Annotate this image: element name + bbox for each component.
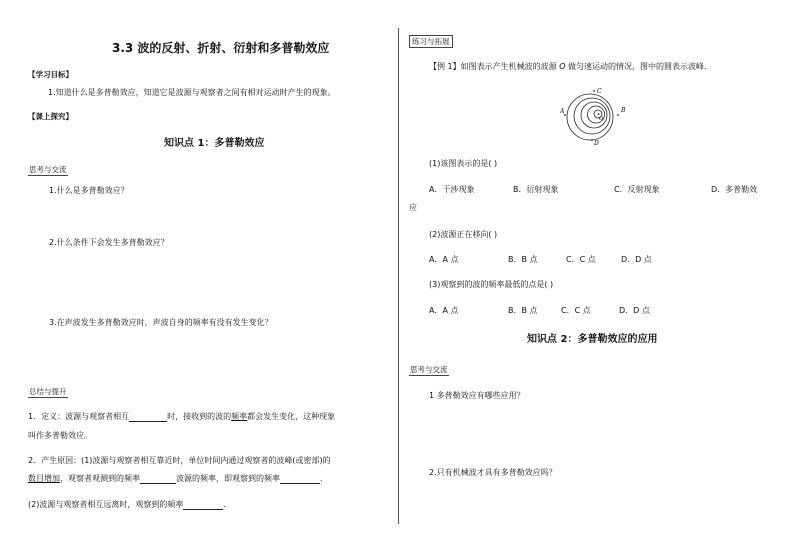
page-title: 3.3 波的反射、折射、衍射和多普勒效应 [112, 41, 330, 55]
part-3-option-a[interactable]: A．A 点 [429, 306, 459, 315]
blank-observed-frequency-1[interactable] [280, 473, 320, 484]
part-1-option-c[interactable]: C．反射现象 [614, 185, 660, 194]
part-2-option-d[interactable]: D．D 点 [621, 255, 652, 264]
part-2-option-a[interactable]: A．A 点 [429, 255, 459, 264]
cause-period-2: . [223, 500, 226, 509]
knowledge-point-2-heading: 知识点 2：多普勒效应的应用 [527, 334, 658, 345]
application-question-2: 2.只有机械波才具有多普勒效应吗？ [429, 468, 557, 477]
definition-text-d: 都会发生变化，这种现象 [247, 412, 336, 421]
part-2-question: (2)波源正在移向( ) [429, 230, 498, 239]
example-1-source-o: O [559, 62, 566, 71]
question-3: 3.在声波发生多普勒效应时，声波自身的频率有没有发生变化？ [49, 318, 273, 327]
part-2-option-c[interactable]: C．C 点 [566, 255, 596, 264]
example-1-text-a: 如图表示产生机械波的波源 [460, 62, 560, 71]
goals-tag: 【学习目标】 [28, 70, 73, 79]
application-question-1: 1 多普勒效应有哪些应用？ [429, 391, 525, 400]
example-1-label: 【例 1】 [429, 62, 461, 71]
question-2: 2.什么条件下会发生多普勒效应？ [49, 238, 169, 247]
wavefront-figure [560, 88, 632, 146]
label-o: O [599, 116, 604, 122]
part-3-option-c[interactable]: C．C 点 [561, 306, 591, 315]
part-2-option-b[interactable]: B．B 点 [508, 255, 538, 264]
cause-increase: 增加 [44, 474, 60, 483]
blank-observed-frequency-2[interactable] [183, 499, 223, 510]
cause-2-text: (2)波源与观察者相互远离时，观察到的频率 [28, 500, 184, 509]
summary-cause-1: 2．产生原因：(1)波源与观察者相互靠近时，单位时间内通过观察者的波峰(或密部)的 [28, 456, 331, 465]
explore-tag: 【课上探究】 [28, 112, 73, 121]
summary-tag: 总结与提升 [29, 387, 67, 396]
label-c: C [597, 88, 602, 95]
question-1: 1.什么是多普勒效应？ [49, 186, 129, 195]
label-d: D [594, 140, 599, 146]
think-exchange-tag-2: 思考与交流 [410, 365, 448, 374]
part-3-option-d[interactable]: D．D 点 [619, 306, 650, 315]
label-b: B [621, 107, 626, 114]
blank-compare-frequency[interactable] [140, 473, 176, 484]
blank-relative-motion[interactable] [129, 411, 167, 422]
cause-count: 数目 [28, 474, 44, 483]
definition-frequency: 频率 [231, 412, 248, 421]
cause-period-1: . [320, 474, 323, 483]
think-exchange-tag: 思考与交流 [29, 165, 67, 174]
part-3-option-b[interactable]: B．B 点 [508, 306, 538, 315]
part-1-option-d-wrap: 应 [409, 203, 417, 212]
cause-text-d: ，观察者观测到的频率 [60, 474, 140, 483]
definition-text-a: 1．定义：波源与观察者相互 [28, 412, 130, 421]
summary-cause-1-cont [28, 473, 323, 484]
definition-text-b: 时，接收到的波的 [167, 412, 232, 421]
part-3-question: (3)观察到的波的频率最低的点是( ) [429, 280, 554, 289]
knowledge-point-1-heading: 知识点 1：多普勒效应 [164, 138, 265, 149]
summary-definition [28, 411, 335, 422]
cause-text-e: 波源的频率，即观察到的频率 [176, 474, 280, 483]
column-divider [398, 28, 399, 524]
goal-1: 1.知道什么是多普勒效应，知道它是波源与观察者之间有相对运动时产生的现象。 [48, 88, 336, 97]
summary-cause-2 [28, 499, 226, 510]
example-1-text-c: 做匀速运动的情况，图中的圆表示波峰. [565, 62, 707, 71]
practice-tag: 练习与拓展 [409, 35, 453, 48]
label-a: A [560, 108, 565, 115]
part-1-question: (1)该图表示的是( ) [429, 159, 498, 168]
summary-definition-cont: 叫作多普勒效应。 [28, 431, 92, 440]
part-1-option-b[interactable]: B．衍射现象 [513, 185, 559, 194]
part-1-option-a[interactable]: A．干涉现象 [429, 185, 475, 194]
example-1-stem [429, 61, 707, 72]
part-1-option-d[interactable]: D．多普勒效 [711, 185, 758, 194]
